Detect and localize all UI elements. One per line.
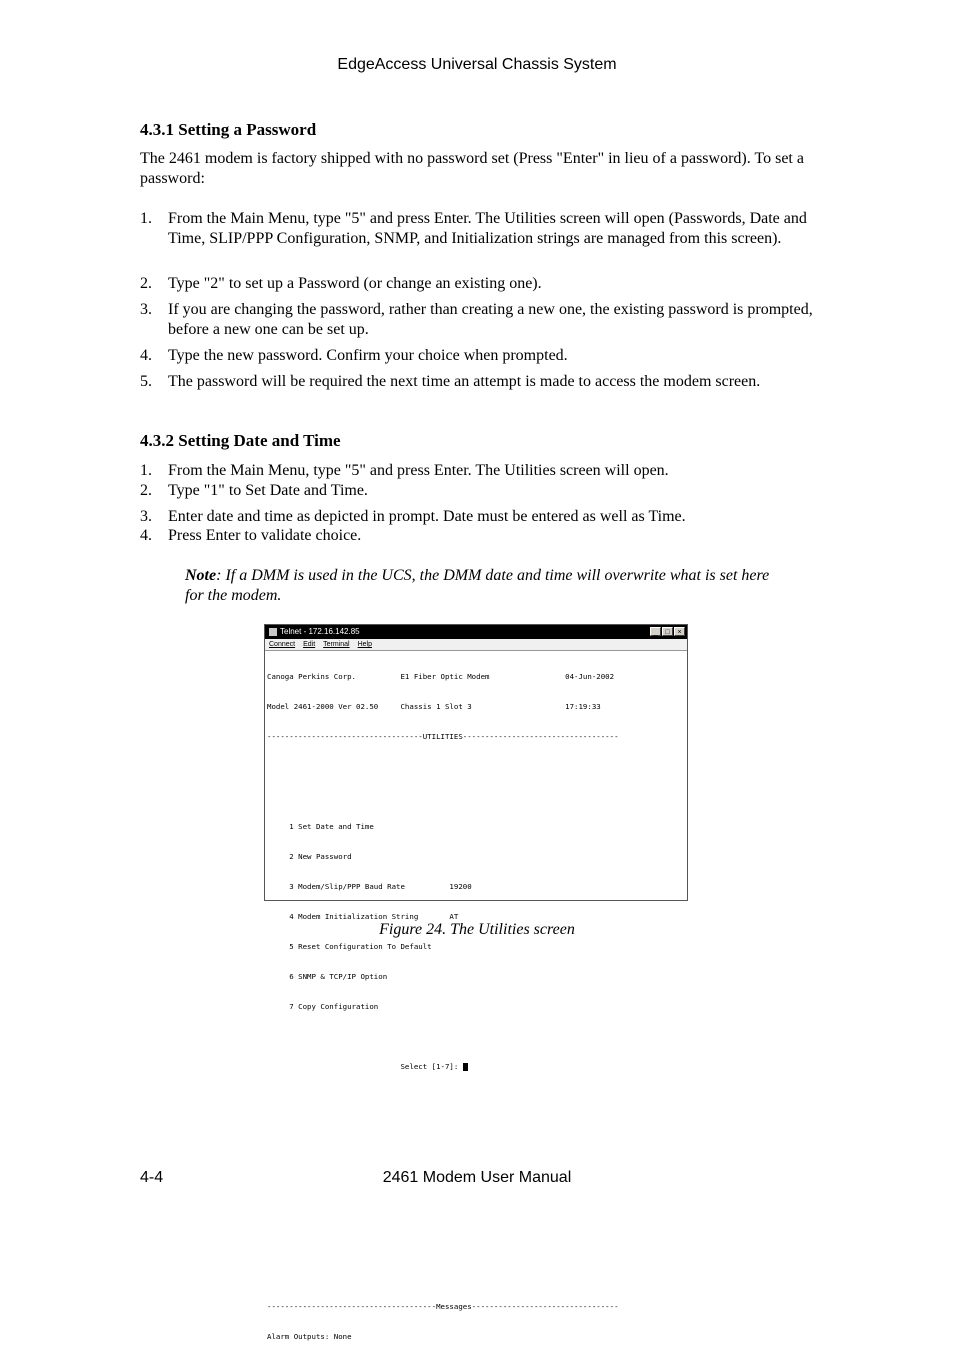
list-text: From the Main Menu, type "5" and press Enter. The Utilities screen will open. bbox=[168, 462, 669, 479]
terminal-prompt: Select [1-7]: bbox=[267, 1062, 463, 1071]
terminal-line bbox=[267, 1092, 685, 1102]
list-item bbox=[140, 526, 820, 546]
terminal-line bbox=[267, 1122, 685, 1132]
page-number: 4-4 bbox=[140, 1169, 164, 1186]
window-titlebar[interactable] bbox=[265, 625, 687, 639]
list-text: From the Main Menu, type "5" and press Enter. The Utilities screen will open (Passwords, Date and Time, SLIP/PPP Configuration, SNMP, and Initialization strings are managed from this screen). bbox=[168, 210, 807, 247]
note bbox=[185, 566, 785, 606]
list-item bbox=[140, 372, 820, 392]
terminal-line bbox=[267, 1242, 685, 1252]
terminal-line bbox=[267, 1272, 685, 1282]
menu-bar bbox=[265, 639, 687, 651]
terminal-line bbox=[267, 1212, 685, 1222]
list-number: 3. bbox=[140, 508, 152, 525]
figure-caption: Figure 24. The Utilities screen bbox=[379, 921, 575, 938]
terminal-line: 5 Reset Configuration To Default bbox=[267, 942, 432, 951]
list-item bbox=[140, 300, 820, 339]
list-text: Enter date and time as depicted in prompt. Date must be entered as well as Time. bbox=[168, 508, 686, 525]
list-item bbox=[140, 346, 820, 366]
terminal-line bbox=[267, 1152, 685, 1162]
list-text: Type the new password. Confirm your choice when prompted. bbox=[168, 347, 568, 364]
list-text: Type "1" to Set Date and Time. bbox=[168, 482, 368, 499]
list-item bbox=[140, 507, 820, 527]
terminal-line: 4 Modem Initialization String AT bbox=[267, 912, 459, 921]
terminal-line: 7 Copy Configuration bbox=[267, 1002, 379, 1011]
list-number: 3. bbox=[140, 301, 152, 318]
list-number: 4. bbox=[140, 527, 152, 544]
list-text: If you are changing the password, rather than creating a new one, the existing password is prompted, before a new one can be set up. bbox=[168, 301, 813, 338]
close-icon[interactable]: × bbox=[674, 627, 685, 636]
terminal-line: -----------------------------------UTILITIES----------------------------------- bbox=[267, 732, 619, 741]
section-heading-password: 4.3.1 Setting a Password bbox=[140, 120, 317, 139]
terminal-line: --------------------------------------Messages--------------------------------- bbox=[267, 1302, 619, 1311]
terminal-prompt-line bbox=[267, 1062, 685, 1072]
list-number: 1. bbox=[140, 462, 152, 479]
list-item bbox=[140, 481, 820, 501]
list-text: The password will be required the next time an attempt is made to access the modem screen. bbox=[168, 373, 761, 390]
list-text: Press Enter to validate choice. bbox=[168, 527, 362, 544]
terminal-line: Model 2461-2000 Ver 02.50 Chassis 1 Slot 3 17:19:33 bbox=[267, 702, 601, 711]
cursor-icon bbox=[463, 1063, 468, 1071]
terminal-line: 6 SNMP & TCP/IP Option bbox=[267, 972, 388, 981]
list-number: 4. bbox=[140, 347, 152, 364]
note-label: Note bbox=[185, 567, 217, 584]
menu-connect[interactable]: Connect bbox=[269, 641, 296, 648]
terminal-line bbox=[267, 762, 685, 772]
menu-help[interactable]: Help bbox=[357, 641, 372, 648]
list-item bbox=[140, 209, 820, 248]
list-number: 2. bbox=[140, 482, 152, 499]
menu-terminal[interactable]: Terminal bbox=[323, 641, 350, 648]
terminal-line: Alarm Outputs: None bbox=[267, 1332, 352, 1341]
maximize-icon[interactable]: □ bbox=[662, 627, 673, 636]
minimize-icon[interactable]: _ bbox=[650, 627, 661, 636]
terminal-line: 1 Set Date and Time bbox=[267, 822, 374, 831]
footer-title: 2461 Modem User Manual bbox=[382, 1169, 572, 1186]
terminal-line bbox=[267, 792, 685, 802]
terminal-line: Canoga Perkins Corp. E1 Fiber Optic Modem 04-Jun-2002 bbox=[267, 672, 615, 681]
password-intro: The 2461 modem is factory shipped with no password set (Press "Enter" in lieu of a password). To set a password: bbox=[140, 150, 804, 187]
telnet-app-icon bbox=[269, 628, 277, 636]
list-item bbox=[140, 461, 820, 481]
page-header: EdgeAccess Universal Chassis System bbox=[337, 56, 617, 73]
list-number: 5. bbox=[140, 373, 152, 390]
terminal-line bbox=[267, 1032, 685, 1042]
section-heading-date-time: 4.3.2 Setting Date and Time bbox=[140, 431, 341, 450]
list-number: 1. bbox=[140, 210, 152, 227]
list-text: Type "2" to set up a Password (or change an existing one). bbox=[168, 275, 542, 292]
note-text: : If a DMM is used in the UCS, the DMM date and time will overwrite what is set here for the modem. bbox=[185, 567, 770, 604]
list-number: 2. bbox=[140, 275, 152, 292]
terminal-line: 3 Modem/Slip/PPP Baud Rate 19200 bbox=[267, 882, 472, 891]
menu-edit[interactable]: Edit bbox=[303, 641, 316, 648]
list-item bbox=[140, 274, 820, 294]
terminal-line: 2 New Password bbox=[267, 852, 352, 861]
window-title: Telnet - 172.16.142.85 bbox=[280, 627, 360, 636]
